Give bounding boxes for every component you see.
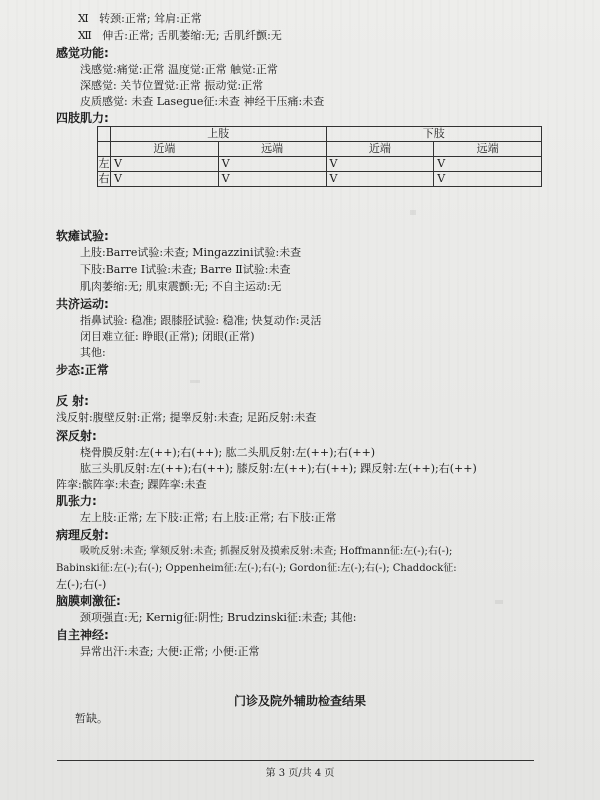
sensory-line-superficial: 浅感觉:痛觉:正常 温度觉:正常 触觉:正常 xyxy=(80,63,278,76)
pathological-line-3: 左(-);右(-) xyxy=(56,578,107,591)
lower-distal-header: 远端 xyxy=(434,142,542,157)
strength-value: V xyxy=(434,172,542,187)
table-corner-cell xyxy=(98,142,111,157)
clonus-line: 阵挛:髌阵挛:未查; 踝阵挛:未查 xyxy=(56,478,207,491)
lower-proximal-header: 近端 xyxy=(326,142,434,157)
table-row-left xyxy=(98,157,542,172)
upper-limb-header: 上肢 xyxy=(111,127,327,142)
nerve-findings: 伸舌:正常; 舌肌萎缩:无; 舌肌纤颤:无 xyxy=(102,29,282,42)
muscle-tone-heading: 肌张力: xyxy=(56,494,97,508)
table-header-row xyxy=(98,127,542,142)
gait-line: 步态:正常 xyxy=(56,363,109,377)
sensory-line-cortical: 皮质感觉: 未查 Lasegue征:未查 神经干压痛:未查 xyxy=(80,95,325,108)
strength-value: V xyxy=(434,157,542,172)
limb-strength-heading: 四肢肌力: xyxy=(56,111,109,125)
meningeal-line: 颈项强直:无; Kernig征:阴性; Brudzinski征:未查; 其他: xyxy=(80,611,357,624)
table-row-right xyxy=(98,172,542,187)
superficial-reflex-line: 浅反射:腹壁反射:正常; 提睾反射:未查; 足跖反射:未查 xyxy=(56,411,317,424)
sensory-heading: 感觉功能: xyxy=(56,46,109,60)
sensory-line-deep: 深感觉: 关节位置觉:正常 振动觉:正常 xyxy=(80,79,264,92)
lower-limb-header: 下肢 xyxy=(326,127,542,142)
coordination-heading: 共济运动: xyxy=(56,297,109,311)
nerve-number: Ⅻ xyxy=(78,29,92,42)
meningeal-heading: 脑膜刺激征: xyxy=(56,594,121,608)
deep-reflex-line-2: 肱三头肌反射:左(++);右(++); 膝反射:左(++);右(++); 踝反射:左(++);右(++) xyxy=(80,462,477,475)
strength-value: V xyxy=(326,172,434,187)
strength-value: V xyxy=(111,172,219,187)
strength-value: V xyxy=(326,157,434,172)
paralysis-line-muscle: 肌肉萎缩:无; 肌束震颤:无; 不自主运动:无 xyxy=(80,280,282,293)
coordination-line-other: 其他: xyxy=(80,346,106,359)
scan-speck xyxy=(410,210,416,215)
aux-exam-note: 暂缺。 xyxy=(75,712,108,725)
deep-reflex-heading: 深反射: xyxy=(56,429,97,443)
paralysis-line-lower: 下肢:Barre Ⅰ试验:未查; Barre Ⅱ试验:未查 xyxy=(80,263,291,276)
aux-exam-title: 门诊及院外辅助检查结果 xyxy=(233,694,366,708)
paralysis-line-upper: 上肢:Barre试验:未查; Mingazzini试验:未查 xyxy=(80,246,302,259)
side-label: 左 xyxy=(98,157,110,170)
reflex-heading: 反 射: xyxy=(56,394,89,408)
upper-proximal-header: 近端 xyxy=(111,142,219,157)
strength-value: V xyxy=(111,157,219,172)
cranial-nerve-11 xyxy=(78,12,202,26)
autonomic-line: 异常出汗:未查; 大便:正常; 小便:正常 xyxy=(80,645,260,658)
paralysis-heading: 软瘫试验: xyxy=(56,229,109,243)
limb-strength-table xyxy=(97,126,542,187)
page-number: 第 3 页/共 4 页 xyxy=(265,768,335,779)
strength-value: V xyxy=(218,157,326,172)
side-label: 右 xyxy=(98,172,110,185)
scan-speck xyxy=(190,380,200,383)
upper-distal-header: 远端 xyxy=(218,142,326,157)
muscle-tone-line: 左上肢:正常; 左下肢:正常; 右上肢:正常; 右下肢:正常 xyxy=(80,511,337,524)
pathological-line-2: Babinski征:左(-);右(-); Oppenheim征:左(-);右(-); Gordon征:左(-);右(-); Chaddock征: xyxy=(56,563,457,574)
coordination-line-romberg: 闭目难立征: 睁眼(正常); 闭眼(正常) xyxy=(80,330,255,343)
table-corner-cell xyxy=(98,127,111,142)
pathological-line-1: 吸吮反射:未查; 掌颏反射:未查; 抓握反射及摸索反射:未查; Hoffmann征:左(-);右(-); xyxy=(80,546,453,557)
deep-reflex-line-1: 桡骨膜反射:左(++);右(++); 肱二头肌反射:左(++);右(++) xyxy=(80,446,376,459)
nerve-number: Ⅺ xyxy=(78,12,89,25)
autonomic-heading: 自主神经: xyxy=(56,628,109,642)
nerve-findings: 转颈:正常; 耸肩:正常 xyxy=(99,12,202,25)
pathological-reflex-heading: 病理反射: xyxy=(56,528,109,542)
footer-divider xyxy=(57,760,534,761)
table-subheader-row xyxy=(98,142,542,157)
strength-value: V xyxy=(218,172,326,187)
cranial-nerve-12 xyxy=(78,29,282,43)
coordination-line-tests: 指鼻试验: 稳准; 跟膝胫试验: 稳准; 快复动作:灵活 xyxy=(80,314,322,327)
scan-speck xyxy=(495,600,503,604)
